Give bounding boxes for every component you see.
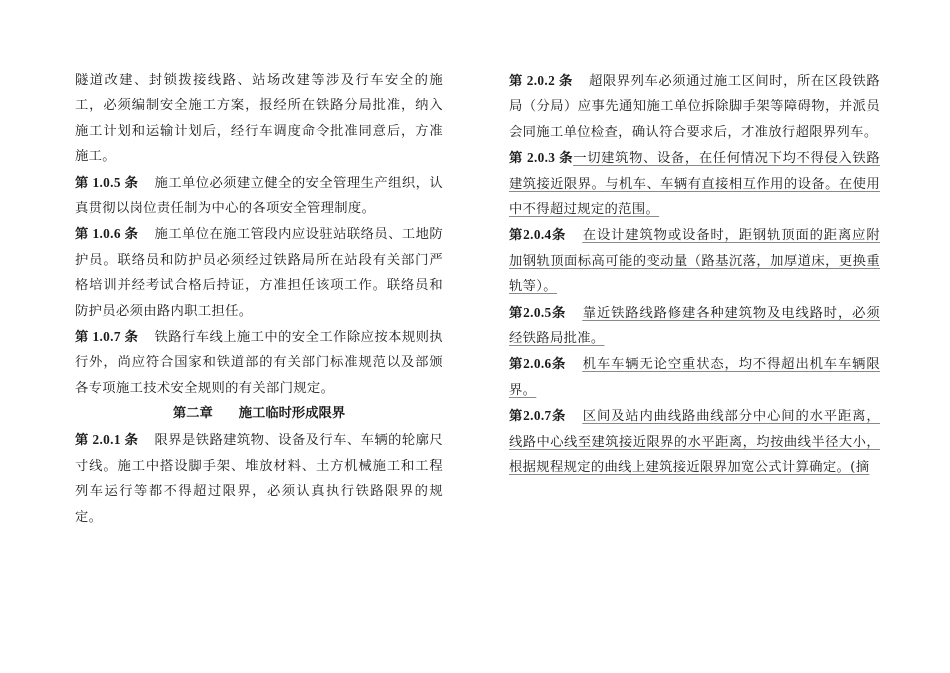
article-label: 第 2.0.1 条 (75, 432, 139, 448)
article-text: 靠近铁路线路修建各种建筑物及电线路时，必须经铁路局批准。 (509, 305, 880, 347)
article-2-0-1 (75, 427, 443, 530)
article-text: 区间及站内曲线路曲线部分中心间的水平距离，线路中心线至建筑接近限界的水平距离，均按曲线半径大小，根据规程规定的曲线上建筑接近限界加宽公式计算确定。(摘 (509, 409, 880, 476)
article-label: 第2.0.5条 (509, 304, 567, 320)
chapter-title: 施工临时形成限界 (238, 406, 346, 422)
article-2-0-4 (509, 222, 880, 299)
article-text: 超限界列车必须通过施工区间时，所在区段铁路局（分局）应事先通知施工单位拆除脚手架等障碍物，并派员会同施工单位检查，确认符合要求后，才准放行超限界列车。 (509, 74, 880, 140)
article-2-0-7 (509, 403, 880, 480)
article-1-0-7 (75, 324, 443, 401)
article-label: 第 1.0.5 条 (75, 174, 139, 190)
paragraph-text: 隧道改建、封锁拨接线路、站场改建等涉及行车安全的施工，必须编制安全施工方案，报经所在铁路分局批准，纳入施工计划和运输计划后，经行车调度命令批准同意后，方准施工。 (75, 73, 443, 165)
article-label: 第 2.0.2 条 (509, 73, 573, 88)
article-text: 施工单位必须建立健全的安全管理生产组织，认真贯彻以岗位责任制为中心的各项安全管理制度。 (75, 175, 443, 217)
left-column (75, 68, 443, 530)
article-2-0-6 (509, 351, 880, 403)
article-2-0-3 (509, 145, 880, 222)
chapter-number: 第二章 (172, 406, 213, 422)
article-text: 限界是铁路建筑物、设备及行车、车辆的轮廓尺寸线。施工中搭设脚手架、堆放材料、土方机械施工和工程列车运行等都不得超过限界，必须认真执行铁路限界的规定。 (75, 433, 443, 525)
article-label: 第2.0.7条 (509, 408, 567, 424)
article-1-0-5 (75, 170, 443, 222)
article-text: 一切建筑物、设备，在任何情况下均不得侵入铁路建筑接近限界。与机车、车辆有直接相互作用的设备。在使用中不得超过规定的范围。 (509, 151, 880, 218)
article-label: 第 2.0.3 条 (509, 150, 574, 166)
article-2-0-5 (509, 300, 880, 352)
paragraph-continuation (75, 68, 443, 170)
article-2-0-2 (509, 68, 880, 145)
article-label: 第 1.0.7 条 (75, 329, 139, 345)
article-text: 在设计建筑物或设备时，距钢轨顶面的距离应附加钢轨顶面标高可能的变动量（路基沉落，加厚道床，更换重轨等）。 (509, 228, 880, 295)
article-label: 第 1.0.6 条 (75, 226, 139, 242)
article-text: 铁路行车线上施工中的安全工作除应按本规则执行外，尚应符合国家和铁道部的有关部门标准规范以及部颁各专项施工技术安全规则的有关部门规定。 (75, 330, 443, 396)
article-label: 第2.0.4条 (509, 227, 567, 243)
article-label: 第2.0.6条 (509, 356, 567, 372)
article-1-0-6 (75, 221, 443, 324)
chapter-heading (75, 401, 443, 427)
article-text: 施工单位在施工管段内应设驻站联络员、工地防护员。联络员和防护员必须经过铁路局所在站段有关部门严格培训并经考试合格后持证，方准担任该项工作。联络员和防护员必须由路内职工担任。 (75, 227, 443, 319)
right-column (509, 68, 880, 481)
article-text: 机车车辆无论空重状态，均不得超出机车车辆限界。 (509, 357, 880, 398)
